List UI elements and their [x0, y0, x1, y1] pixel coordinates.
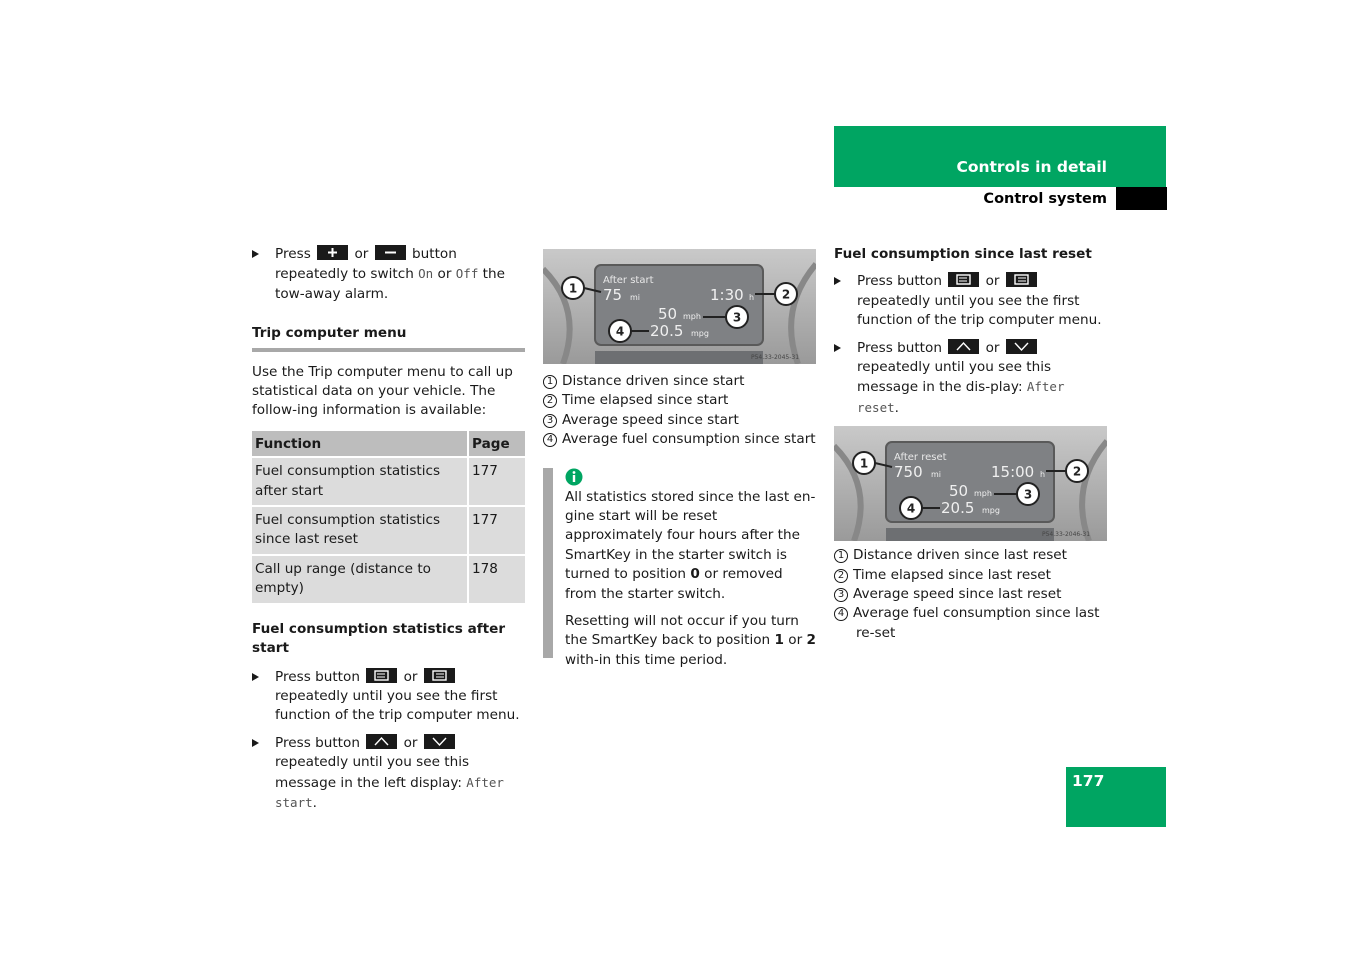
- table-header-function: Function: [252, 431, 468, 457]
- menu-forward-icon: [366, 668, 397, 683]
- instruction-first-function: Press button or repeatedly until you see the first function of the trip computer menu.: [252, 668, 525, 726]
- table-row: Call up range (distance to empty) 178: [252, 555, 525, 603]
- column-left: [252, 245, 525, 821]
- callout-3: 3: [732, 310, 742, 325]
- list-item: 1 Distance driven since start: [543, 372, 816, 391]
- menu-back-icon: [1006, 272, 1037, 287]
- bullet-arrow-icon: [834, 344, 841, 352]
- display-distance: 75: [603, 286, 623, 304]
- display-text-after-start: After start: [275, 774, 504, 810]
- instruction-first-function-reset: Press button or repeatedly until you see the first function of the trip computer menu.: [834, 272, 1107, 330]
- arrow-down-icon: [1006, 339, 1037, 354]
- plus-button-icon: [317, 245, 348, 260]
- display-fuel: 20.5: [650, 322, 684, 340]
- minus-button-icon: [375, 245, 406, 260]
- column-right: [834, 245, 1107, 643]
- info-paragraph-1: All statistics stored since the last en-gine start will be reset approximately four hours after the SmartKey in the starter switch is turned to position 0 or removed from the starter switch.: [565, 488, 816, 602]
- info-paragraph-2: Resetting will not occur if you turn the SmartKey back to position 1 or 2 with-in this time period.: [565, 613, 816, 668]
- section-subtitle: Control system: [983, 191, 1107, 207]
- list-item: 3 Average speed since start: [543, 411, 816, 430]
- display-fuel: 20.5: [941, 499, 975, 518]
- trip-computer-heading: Trip computer menu: [252, 325, 407, 342]
- page-number: 177: [1072, 772, 1105, 790]
- since-reset-heading: Fuel consumption since last reset: [834, 246, 1092, 262]
- instruction-after-reset: Press button or repeatedly until you see this message in the dis-play: After reset.: [834, 339, 1107, 419]
- after-start-heading: Fuel consumption statistics after start: [252, 620, 506, 657]
- callout-1: 1: [859, 456, 869, 471]
- bullet-arrow-icon: [252, 673, 259, 681]
- instruction-after-start: Press button or repeatedly until you see this message in the left display: After start.: [252, 734, 525, 814]
- arrow-up-icon: [948, 339, 979, 354]
- image-code: P54.33-2045-31: [751, 354, 800, 361]
- display-text-off: Off: [455, 266, 479, 282]
- image-code: P54.33-2046-31: [1042, 531, 1091, 539]
- display-speed: 50: [949, 482, 969, 501]
- list-item: 2 Time elapsed since last reset: [834, 566, 1107, 585]
- display-text-after-reset: After reset: [857, 379, 1065, 415]
- column-middle: [543, 249, 816, 678]
- heading-rule: [252, 348, 525, 352]
- arrow-up-icon: [366, 734, 397, 749]
- trip-intro-text: Use the Trip computer menu to call up statistical data on your vehicle. The follow-ing information is available:: [252, 363, 513, 419]
- header-band: [834, 126, 1166, 187]
- instruction-tow-away: Press or button repeatedly to switch On or Off the tow-away alarm.: [252, 245, 525, 304]
- table-header-page: Page: [468, 431, 525, 457]
- list-item: 2 Time elapsed since start: [543, 391, 816, 410]
- display-fuel-unit: mpg: [691, 329, 709, 338]
- display-time-unit: h: [1040, 470, 1046, 480]
- display-speed-unit: mph: [974, 489, 992, 499]
- callout-4: 4: [615, 324, 625, 339]
- bullet-arrow-icon: [834, 277, 841, 285]
- display-distance-unit: mi: [931, 470, 942, 480]
- arrow-down-icon: [424, 734, 455, 749]
- callout-2: 2: [781, 287, 791, 302]
- bullet-arrow-icon: [252, 250, 259, 258]
- bullet-arrow-icon: [252, 739, 259, 747]
- callout-1: 1: [568, 281, 578, 296]
- legend-list: [834, 546, 1107, 643]
- list-item: 4 Average fuel consumption since last re-set: [834, 604, 1107, 643]
- display-time: 1:30: [710, 286, 744, 304]
- callout-2: 2: [1072, 464, 1082, 479]
- callout-4: 4: [906, 501, 916, 516]
- display-speed: 50: [658, 305, 678, 323]
- header-marker: [1116, 187, 1167, 210]
- menu-back-icon: [424, 668, 455, 683]
- info-icon: [565, 468, 583, 486]
- table-row: Fuel consumption statistics after start 177: [252, 457, 525, 506]
- menu-forward-icon: [948, 272, 979, 287]
- table-row: Fuel consumption statistics since last reset 177: [252, 506, 525, 555]
- callout-3: 3: [1023, 487, 1033, 502]
- legend-list: [543, 372, 816, 450]
- display-fuel-unit: mpg: [982, 506, 1000, 516]
- instrument-display-image-after-reset: [834, 426, 1107, 541]
- display-text-on: On: [418, 266, 434, 282]
- info-note: [543, 468, 816, 671]
- instrument-display-image-after-start: [543, 249, 816, 364]
- info-bar: [543, 468, 553, 658]
- display-time-unit: h: [749, 293, 755, 302]
- section-title: Controls in detail: [956, 158, 1107, 176]
- function-table: [252, 431, 525, 603]
- list-item: 3 Average speed since last reset: [834, 585, 1107, 604]
- display-label: After reset: [894, 452, 947, 464]
- display-speed-unit: mph: [683, 312, 701, 321]
- display-distance: 750: [894, 463, 923, 482]
- display-label: After start: [603, 275, 654, 286]
- display-time: 15:00: [991, 463, 1035, 482]
- display-distance-unit: mi: [630, 293, 641, 302]
- list-item: 1 Distance driven since last reset: [834, 546, 1107, 565]
- list-item: 4 Average fuel consumption since start: [543, 430, 816, 449]
